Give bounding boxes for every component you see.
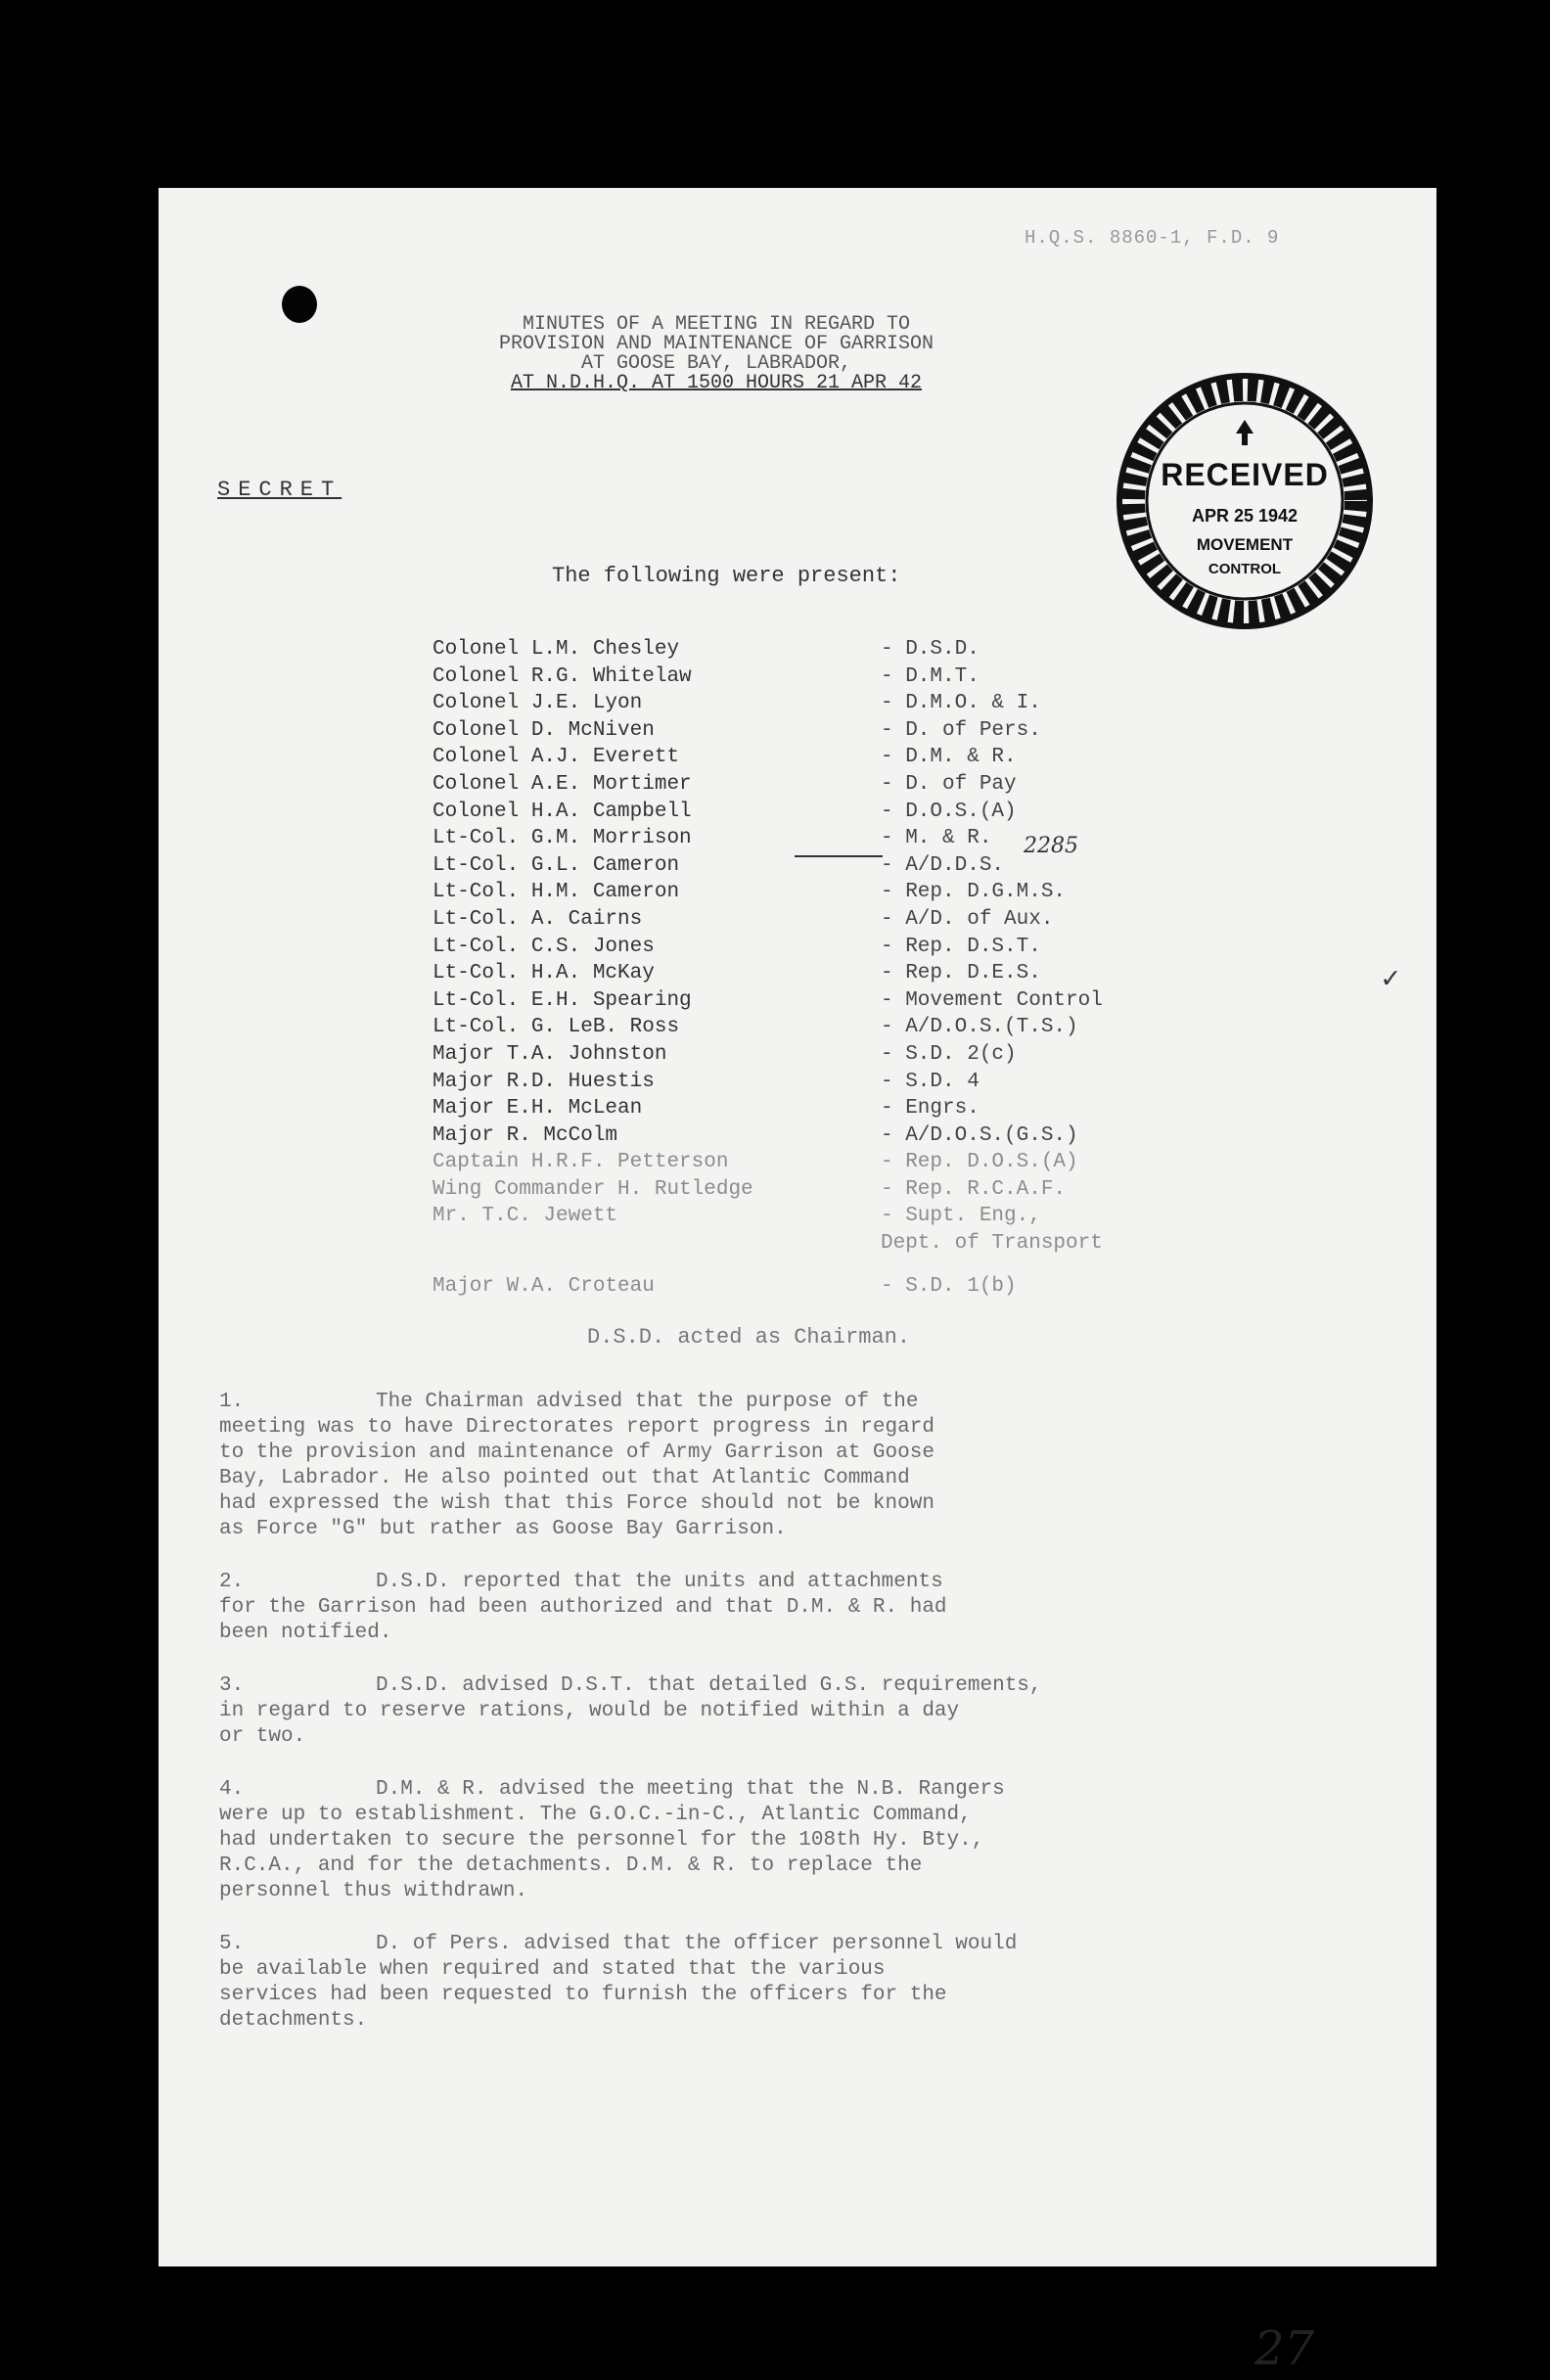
attendee-name: Major E.H. McLean [433,1097,643,1121]
attendee-role: - S.D. 4 [881,1070,980,1093]
attendee-role: - A/D. of Aux. [881,907,1054,931]
attendee-role: - A/D.O.S.(G.S.) [881,1123,1078,1147]
paragraph-line: or two. [219,1725,306,1748]
attendee-row [433,908,1411,936]
attendee-row [433,936,1411,963]
chairman-line: D.S.D. acted as Chairman. [587,1325,911,1350]
paragraph-line: to the provision and maintenance of Army Garrison at Goose [219,1442,935,1464]
attendee-row [433,1275,1411,1303]
attendee-row [433,1151,1411,1178]
paragraph-line: detachments. [219,2009,368,2032]
document-title [452,315,980,393]
stamp-control: CONTROL [1208,561,1282,577]
paragraph-line: as Force "G" but rather as Goose Bay Garrison. [219,1518,787,1540]
paragraph-number: 4. [219,1778,245,1801]
attendee-list [433,638,1411,1303]
attendee-row [433,638,1411,665]
check-mark-icon: ✓ [1382,964,1400,997]
title-line-2: PROVISION AND MAINTENANCE OF GARRISON [498,333,935,355]
paragraph-line: D. of Pers. advised that the officer personnel would [376,1933,1018,1955]
handwritten-strike [795,855,883,857]
attendee-name: Colonel R.G. Whitelaw [433,664,692,688]
stamp-movement: MOVEMENT [1196,535,1294,554]
paragraph-line: had expressed the wish that this Force should not be known [219,1492,935,1515]
attendee-name: Lt-Col. G.M. Morrison [433,827,692,850]
stamp-ring-icon [1113,369,1377,633]
paragraph-line: meeting was to have Directorates report progress in regard [219,1416,935,1439]
paragraph-number: 5. [219,1933,245,1955]
attendee-name: Major W.A. Croteau [433,1275,655,1299]
attendee-name: Lt-Col. A. Cairns [433,907,643,931]
paragraph-line: D.S.D. reported that the units and attachments [376,1571,943,1593]
attendee-row [433,1071,1411,1098]
attendee-name: Colonel D. McNiven [433,718,655,742]
attendee-role: - M. & R. [881,827,992,850]
attendee-name: Lt-Col. C.S. Jones [433,935,655,958]
attendee-row [433,773,1411,801]
attendee-name: Lt-Col. G.L. Cameron [433,853,680,877]
attendee-row [433,1205,1411,1232]
attendee-role: - D.S.D. [881,638,980,661]
paragraph [219,1390,1198,1542]
paragraph-line: R.C.A., and for the detachments. D.M. & R. to replace the [219,1854,923,1877]
paragraph-line: were up to establishment. The G.O.C.-in-C., Atlantic Command, [219,1804,972,1826]
attendee-role: - Rep. D.O.S.(A) [881,1151,1078,1174]
title-line-4: AT N.D.H.Q. AT 1500 HOURS 21 APR 42 [510,372,923,394]
attendee-role: - D.M. & R. [881,746,1017,769]
attendee-role: - Rep. D.G.M.S. [881,881,1067,904]
attendee-name: Colonel A.J. Everett [433,746,680,769]
minutes-body [219,1390,1198,2061]
paragraph-line: personnel thus withdrawn. [219,1880,528,1902]
file-reference: H.Q.S. 8860-1, F.D. 9 [1025,227,1280,249]
attendee-row [433,1016,1411,1043]
punch-hole [282,286,317,323]
attendee-row [433,1178,1411,1206]
paragraph-line: The Chairman advised that the purpose of the [376,1391,919,1413]
attendee-role: - D.O.S.(A) [881,800,1017,823]
attendee-name: Lt-Col. H.A. McKay [433,962,655,985]
paragraph-line: services had been requested to furnish the officers for the [219,1984,947,2006]
paragraph [219,1673,1198,1750]
attendee-role: - Supt. Eng., [881,1205,1041,1228]
attendee-role: - A/D.O.S.(T.S.) [881,1016,1078,1039]
paragraph-line: been notified. [219,1622,392,1644]
attendee-row [433,881,1411,908]
attendee-name: Major R.D. Huestis [433,1070,655,1093]
paragraph-number: 3. [219,1674,245,1697]
attendee-name: Colonel L.M. Chesley [433,638,680,661]
attendee-role: - A/D.D.S. [881,853,1005,877]
present-heading: The following were present: [552,564,901,588]
paragraph [219,1932,1198,2034]
page-mark: 27 [1254,2321,1315,2376]
attendee-row [433,665,1411,693]
classification-label: SECRET [217,478,342,502]
attendee-role: - D.M.T. [881,664,980,688]
paragraph-number: 1. [219,1391,245,1413]
paragraph-number: 2. [219,1571,245,1593]
attendee-role: - D.M.O. & I. [881,692,1041,715]
attendee-name: Lt-Col. E.H. Spearing [433,988,692,1012]
received-stamp [1113,369,1377,633]
attendee-name: Major R. McColm [433,1123,618,1147]
paragraph-line: in regard to reserve rations, would be notified within a day [219,1700,960,1722]
paragraph-line: D.S.D. advised D.S.T. that detailed G.S. requirements, [376,1674,1042,1697]
attendee-row [433,1097,1411,1124]
attendee-role: - Rep. D.E.S. [881,962,1041,985]
paragraph [219,1570,1198,1646]
attendee-row [433,989,1411,1017]
attendee-row [433,801,1411,828]
attendee-role: - Engrs. [881,1097,980,1121]
stamp-date: APR 25 1942 [1191,506,1299,526]
attendee-name: Colonel H.A. Campbell [433,800,692,823]
paragraph-line: Bay, Labrador. He also pointed out that Atlantic Command [219,1467,910,1489]
attendee-role: - Rep. R.C.A.F. [881,1177,1067,1201]
title-line-3: AT GOOSE BAY, LABRADOR, [580,352,852,375]
attendee-role: Dept. of Transport [881,1232,1103,1256]
attendee-row [433,1232,1411,1275]
attendee-row [433,692,1411,719]
attendee-role: - S.D. 1(b) [881,1275,1017,1299]
attendee-name: Captain H.R.F. Petterson [433,1151,729,1174]
attendee-row [433,719,1411,747]
paragraph-line: had undertaken to secure the personnel for the 108th Hy. Bty., [219,1829,984,1852]
attendee-row [433,746,1411,773]
paragraph [219,1777,1198,1904]
document-page [159,188,1436,2376]
attendee-row [433,1124,1411,1152]
attendee-role: - Rep. D.S.T. [881,935,1041,958]
attendee-role: - D. of Pay [881,772,1017,796]
attendee-name: Mr. T.C. Jewett [433,1205,618,1228]
attendee-name: Colonel J.E. Lyon [433,692,643,715]
paragraph-line: D.M. & R. advised the meeting that the N.B. Rangers [376,1778,1005,1801]
attendee-name: Colonel A.E. Mortimer [433,772,692,796]
paragraph-line: for the Garrison had been authorized and that D.M. & R. had [219,1596,947,1619]
attendee-row [433,962,1411,989]
attendee-row [433,1043,1411,1071]
attendee-role: - Movement Control [881,988,1103,1012]
paragraph-line: be available when required and stated that the various [219,1958,886,1981]
attendee-name: Lt-Col. H.M. Cameron [433,881,680,904]
attendee-role: - S.D. 2(c) [881,1042,1017,1066]
attendee-role: - D. of Pers. [881,718,1041,742]
stamp-received: RECEIVED [1161,457,1329,492]
handwritten-number: 2285 [1024,834,1078,858]
attendee-name: Wing Commander H. Rutledge [433,1177,753,1201]
attendee-name: Lt-Col. G. LeB. Ross [433,1016,680,1039]
title-line-1: MINUTES OF A MEETING IN REGARD TO [522,313,911,336]
attendee-name: Major T.A. Johnston [433,1042,667,1066]
